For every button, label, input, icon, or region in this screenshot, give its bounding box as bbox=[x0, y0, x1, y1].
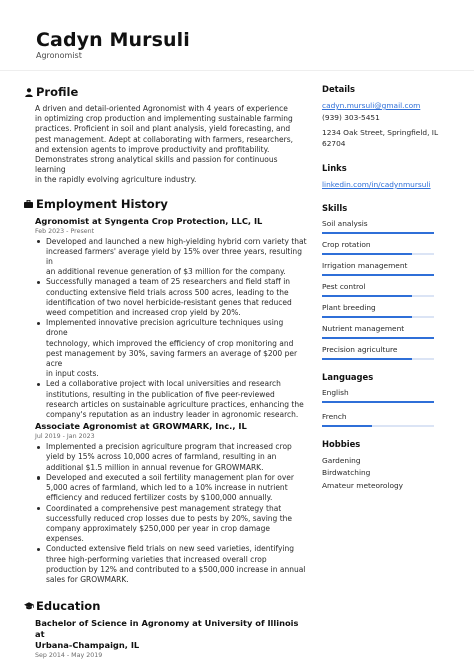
language-item bbox=[322, 388, 440, 403]
profile-line: pest management. Adept at collaborating with farmers, researchers, bbox=[35, 134, 294, 144]
bullet-line: research articles on sustainable agriculture practices, enhancing the bbox=[46, 399, 304, 409]
skill-item bbox=[322, 261, 440, 276]
skill-level-bar bbox=[322, 295, 434, 297]
skill-level-fill bbox=[322, 358, 412, 360]
skill-name: Pest control bbox=[322, 282, 366, 291]
languages-title: Languages bbox=[322, 372, 374, 382]
bullet-line: an additional revenue generation of $3 million for the company. bbox=[46, 267, 286, 277]
bullet-line: technology, which improved the efficiency of crop monitoring and bbox=[46, 338, 294, 348]
job-title: Agronomist at Syngenta Crop Protection, LLC, IL bbox=[35, 215, 263, 226]
job-bullet bbox=[35, 473, 307, 504]
skill-item bbox=[322, 282, 440, 297]
skill-item bbox=[322, 303, 440, 318]
bullet-line: weed competition and increased crop yield by 20%. bbox=[46, 308, 241, 318]
education-title: Education bbox=[36, 599, 101, 614]
profile-line: in the rapidly evolving agriculture industry. bbox=[35, 175, 197, 185]
skill-level-bar bbox=[322, 316, 434, 318]
person-icon bbox=[22, 88, 35, 97]
bullet-line: institutions, resulting in the publication of five peer-reviewed bbox=[46, 389, 275, 399]
skill-level-fill bbox=[322, 232, 434, 234]
sidebar-column bbox=[322, 80, 440, 492]
profile-line: A driven and detail-oriented Agronomist with 4 years of experience bbox=[35, 104, 288, 113]
language-item bbox=[322, 412, 440, 427]
bullet-line: production by 12% and contributed to a $500,000 increase in annual bbox=[46, 564, 306, 574]
skill-name: Precision agriculture bbox=[322, 345, 398, 354]
bullet-line: Conducted extensive field trials on new seed varieties, identifying bbox=[46, 544, 295, 554]
bullet-line: three high-performing varieties that increased overall crop bbox=[46, 554, 267, 564]
hobbies-section bbox=[322, 439, 440, 492]
employment-title: Employment History bbox=[36, 196, 168, 211]
skill-level-bar bbox=[322, 358, 434, 360]
bullet-line: sales for GROWMARK. bbox=[46, 574, 129, 584]
bullet-line: successfully reduced crop losses due to pests by 20%, saving the bbox=[46, 513, 293, 523]
profile-section bbox=[22, 83, 307, 186]
employment-section bbox=[22, 195, 307, 586]
education-heading bbox=[22, 597, 307, 615]
language-level-bar bbox=[322, 401, 434, 403]
candidate-role: Agronomist bbox=[36, 51, 82, 60]
job-bullet bbox=[35, 237, 307, 278]
address-line: 1234 Oak Street, Springfield, IL bbox=[322, 128, 439, 137]
header-divider bbox=[0, 70, 474, 71]
hobby-item: Gardening bbox=[322, 456, 361, 465]
education-dates: Sep 2014 - May 2019 bbox=[35, 652, 103, 660]
job-entry bbox=[35, 421, 307, 585]
hobby-item: Birdwatching bbox=[322, 468, 371, 478]
job-bullet bbox=[35, 379, 307, 420]
bullet-line: company approximately $250,000 per year in crop damage expenses. bbox=[46, 523, 270, 544]
skill-level-bar bbox=[322, 253, 434, 255]
bullet-line: pest management by 30%, saving farmers an average of $200 per acre bbox=[46, 348, 298, 369]
skill-item bbox=[322, 219, 440, 234]
profile-line: practices. Proficient in soil and plant analysis, yield forecasting, and bbox=[35, 124, 291, 134]
education-section bbox=[22, 597, 307, 660]
bullet-line: in input costs. bbox=[46, 369, 99, 379]
skills-title: Skills bbox=[322, 203, 348, 213]
language-level-fill bbox=[322, 425, 372, 427]
skill-level-bar bbox=[322, 232, 434, 234]
bullet-line: Coordinated a comprehensive pest management strategy that bbox=[46, 503, 282, 513]
job-title: Associate Agronomist at GROWMARK, Inc., IL bbox=[35, 421, 247, 432]
bullet-line: conducting extensive field trials across 500 acres, leading to the bbox=[46, 287, 289, 297]
hobbies-title: Hobbies bbox=[322, 439, 361, 449]
details-title: Details bbox=[322, 84, 356, 94]
address-line: 62704 bbox=[322, 139, 346, 148]
profile-heading bbox=[22, 83, 307, 101]
profile-title: Profile bbox=[36, 85, 79, 99]
bullet-line: additional $1.5 million in annual revenue for GROWMARK. bbox=[46, 462, 264, 472]
skill-name: Plant breeding bbox=[322, 303, 376, 312]
employment-heading bbox=[22, 195, 307, 213]
bullet-line: efficiency and reduced fertilizer costs by $100,000 annually. bbox=[46, 493, 273, 503]
details-section bbox=[322, 84, 440, 149]
language-name: French bbox=[322, 412, 347, 421]
skill-name: Irrigation management bbox=[322, 261, 408, 270]
degree-line: Urbana-Champaign, IL bbox=[35, 640, 140, 651]
skill-item bbox=[322, 345, 440, 360]
phone-text: (939) 303-5451 bbox=[322, 113, 380, 122]
resume-header bbox=[0, 0, 474, 92]
profile-text bbox=[22, 104, 307, 186]
job-bullet bbox=[35, 277, 307, 318]
linkedin-link[interactable]: linkedin.com/in/cadynmursuli bbox=[322, 180, 431, 189]
main-column bbox=[22, 80, 307, 661]
profile-line: in optimizing crop production and implementing sustainable farming bbox=[35, 114, 293, 124]
links-title: Links bbox=[322, 163, 347, 173]
job-entry bbox=[35, 216, 307, 421]
bullet-line: Developed and launched a new high-yielding hybrid corn variety that bbox=[46, 236, 307, 246]
language-name: English bbox=[322, 388, 349, 397]
graduation-cap-icon bbox=[22, 602, 35, 610]
links-section bbox=[322, 163, 440, 190]
bullet-line: Led a collaborative project with local universities and research bbox=[46, 379, 281, 389]
language-level-fill bbox=[322, 401, 434, 403]
bullet-line: Implemented innovative precision agriculture techniques using drone bbox=[46, 318, 284, 338]
language-level-bar bbox=[322, 425, 434, 427]
job-dates: Jul 2019 - Jan 2023 bbox=[35, 433, 95, 441]
job-bullet bbox=[35, 504, 307, 545]
skill-level-fill bbox=[322, 253, 412, 255]
bullet-line: Successfully managed a team of 25 researchers and field staff in bbox=[46, 277, 291, 287]
email-link[interactable]: cadyn.mursuli@gmail.com bbox=[322, 101, 421, 110]
skill-name: Nutrient management bbox=[322, 324, 405, 333]
profile-line: and extension agents to improve productivity and profitability. bbox=[35, 144, 270, 154]
job-bullet bbox=[35, 318, 307, 379]
degree-line: Bachelor of Science in Agronomy at University of Illinois at bbox=[35, 618, 299, 640]
skill-level-fill bbox=[322, 274, 434, 276]
job-bullets bbox=[35, 442, 307, 585]
bullet-line: company's reputation as an industry leader in agronomic research. bbox=[46, 410, 299, 420]
hobby-item: Amateur meteorology bbox=[322, 480, 404, 490]
bullet-line: Developed and executed a soil fertility management plan for over bbox=[46, 472, 294, 482]
skill-level-bar bbox=[322, 337, 434, 339]
briefcase-icon bbox=[22, 200, 35, 208]
profile-line: Demonstrates strong analytical skills and passion for continuous learning bbox=[35, 155, 278, 175]
job-bullet bbox=[35, 544, 307, 585]
bullet-line: yield by 15% across 10,000 acres of farmland, resulting in an bbox=[46, 452, 277, 462]
skill-level-fill bbox=[322, 337, 434, 339]
skill-level-bar bbox=[322, 274, 434, 276]
job-bullets bbox=[35, 237, 307, 421]
bullet-line: increased farmers' average yield by 15% over three years, resulting in bbox=[46, 246, 302, 267]
job-dates: Feb 2023 - Present bbox=[35, 227, 95, 235]
skill-name: Soil analysis bbox=[322, 219, 368, 228]
bullet-line: Implemented a precision agriculture program that increased crop bbox=[46, 442, 292, 452]
job-bullet bbox=[35, 442, 307, 473]
candidate-name: Cadyn Mursuli bbox=[36, 29, 190, 51]
skill-level-fill bbox=[322, 295, 412, 297]
languages-section bbox=[322, 372, 440, 427]
skill-level-fill bbox=[322, 316, 412, 318]
skills-section bbox=[322, 203, 440, 360]
skill-item bbox=[322, 324, 440, 339]
skill-name: Crop rotation bbox=[322, 240, 371, 249]
bullet-line: 5,000 acres of farmland, which led to a 10% increase in nutrient bbox=[46, 483, 288, 493]
bullet-line: identification of two novel herbicide-resistant genes that reduced bbox=[46, 297, 292, 307]
skill-item bbox=[322, 240, 440, 255]
